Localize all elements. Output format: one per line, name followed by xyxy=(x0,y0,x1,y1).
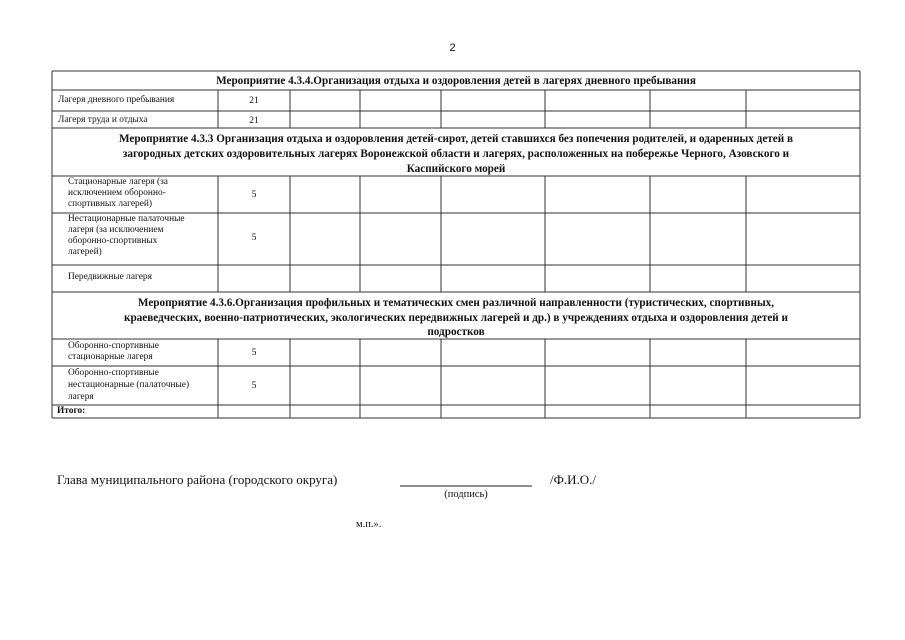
row-label-tent-l1: Нестационарные палаточные xyxy=(68,214,185,224)
row-label-stationary-l2: исключением оборонно- xyxy=(68,188,166,198)
signature-position: Глава муниципального района (городского округа) xyxy=(57,472,338,487)
row-label-stationary-l1: Стационарные лагеря (за xyxy=(68,177,168,187)
row-label-labor-camps: Лагеря труда и отдыха xyxy=(58,115,148,125)
section-436-title-line-2: краеведческих, военно-патриотических, экологических передвижных лагерей и др.) в учреждениях отдыха и оздоровления детей и xyxy=(124,312,788,324)
row-label-mobile: Передвижные лагеря xyxy=(68,272,152,282)
section-434-title: Мероприятие 4.3.4.Организация отдыха и оздоровления детей в лагерях дневного пребывания xyxy=(216,75,696,87)
section-433-title-line-1: Мероприятие 4.3.3 Организация отдыха и оздоровления детей-сирот, детей ставшихся без попечения родителей, и одаренных детей в xyxy=(118,133,794,145)
row-value-labor-camps: 21 xyxy=(249,115,259,126)
row-label-stationary-l3: спортивных лагерей) xyxy=(68,199,153,209)
row-label-tent-l3: оборонно-спортивных xyxy=(68,236,158,246)
row-label-defense-stationary-l1: Оборонно-спортивные xyxy=(68,341,159,351)
row-label-defense-tent-l3: лагеря xyxy=(68,392,94,402)
row-value-day-camps: 21 xyxy=(249,95,259,106)
row-value-defense-stationary: 5 xyxy=(251,347,257,358)
section-436-title-line-1: Мероприятие 4.3.6.Организация профильных и тематических смен различной направленности (туристических, спортивных, xyxy=(137,297,775,309)
section-436-title-line-3: подростков xyxy=(427,326,485,338)
stamp-mark: м.п.». xyxy=(356,519,382,530)
section-433-title-line-3: Каспийского морей xyxy=(406,163,506,175)
row-label-tent-l4: лагерей) xyxy=(68,247,102,257)
total-label: Итого: xyxy=(57,406,86,416)
row-label-tent-l2: лагеря (за исключением xyxy=(68,225,164,235)
row-value-defense-tent: 5 xyxy=(251,380,257,391)
row-value-stationary: 5 xyxy=(251,189,257,200)
signature-caption: (подпись) xyxy=(444,489,488,500)
row-label-defense-tent-l2: нестационарные (палаточные) xyxy=(68,380,190,390)
row-label-defense-stationary-l2: стационарные лагеря xyxy=(68,352,153,362)
row-label-day-camps: Лагеря дневного пребывания xyxy=(58,95,175,105)
page-number: 2 xyxy=(449,42,456,54)
row-value-tent: 5 xyxy=(251,232,257,243)
name-placeholder: /Ф.И.О./ xyxy=(550,472,597,487)
row-label-defense-tent-l1: Оборонно-спортивные xyxy=(68,368,159,378)
section-433-title-line-2: загородных детских оздоровительных лагерях Воронежской области и лагерях, расположенных на побережье Черного, Азовского и xyxy=(122,148,790,160)
